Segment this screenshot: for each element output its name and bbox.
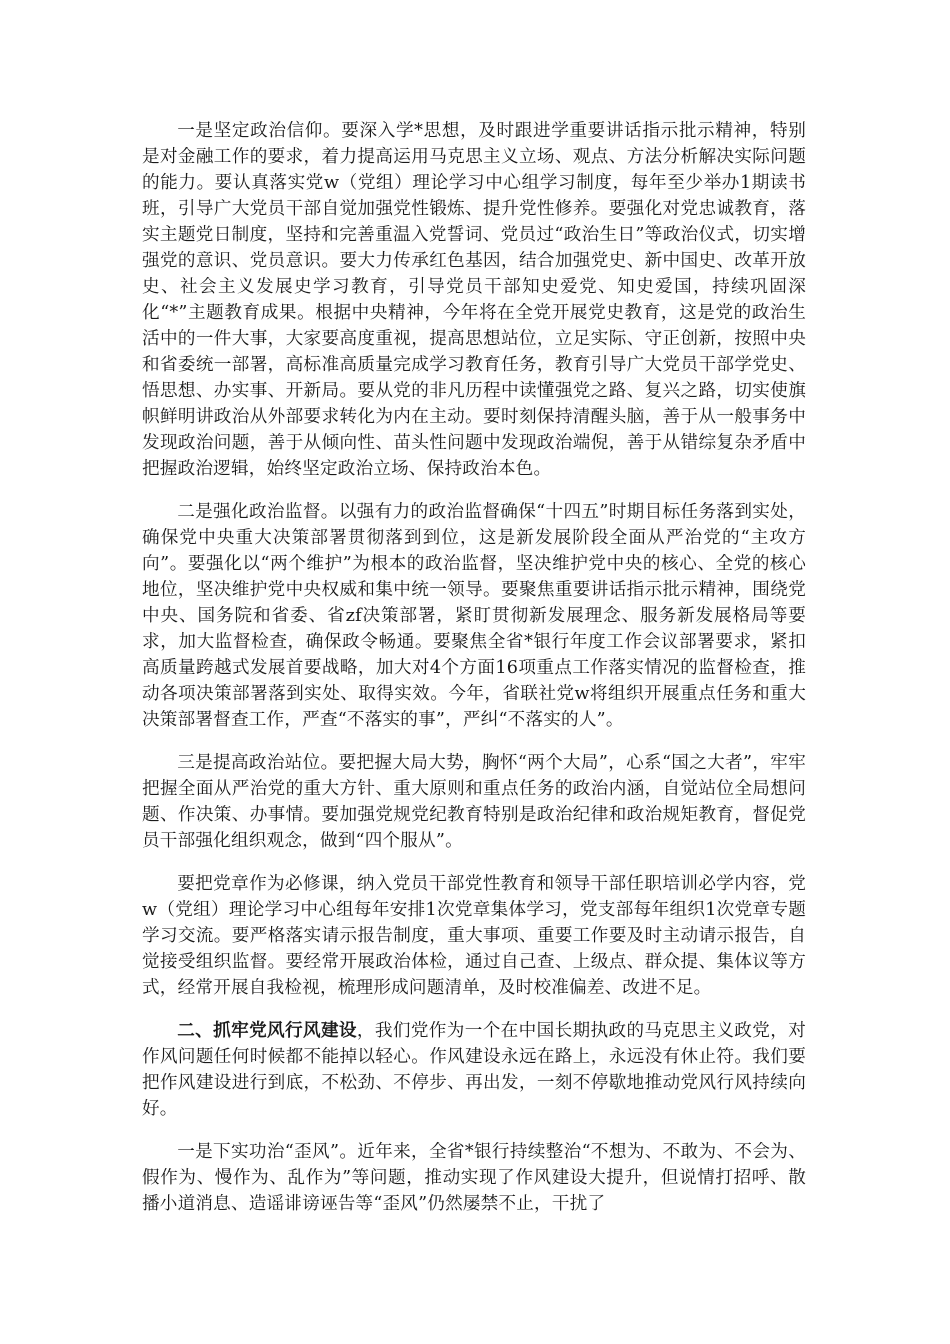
- paragraph-text: 一是下实功治“歪风”。近年来，全省*银行持续整治“不想为、不敢为、不会为、假作为、慢作为、乱作为”等问题，推动实现了作风建设大提升，但说情打招呼、散播小道消息、造谣诽谤诬告等“歪风”仍然屡禁不止，干扰了: [142, 1142, 806, 1214]
- document-page: [142, 118, 806, 1217]
- paragraph-political-belief: [142, 118, 806, 482]
- paragraph-text: 二是强化政治监督。以强有力的政治监督确保“十四五”时期目标任务落到实处，确保党中央重大决策部署贯彻落到到位，这是新发展阶段全面从严治党的“主攻方向”。要强化以“两个维护”为根本的政治监督，坚决维护党中央的核心、全党的核心地位，坚决维护党中央权威和集中统一领导。要聚焦重要讲话指示批示精神，围绕党中央、国务院和省委、省zf决策部署，紧盯贯彻新发展理念、服务新发展格局等要求，加大监督检查，确保政令畅通。要聚焦全省*银行年度工作会议部署要求，紧扣高质量跨越式发展首要战略，加大对4个方面16项重点工作落实情况的监督检查，推动各项决策部署落到实处、取得实效。今年，省联社党w将组织开展重点任务和重大决策部署督查工作，严查“不落实的事”，严纠“不落实的人”。: [142, 502, 806, 730]
- paragraph-text: 一是坚定政治信仰。要深入学*思想，及时跟进学重要讲话指示批示精神，特别是对金融工作的要求，着力提高运用马克思主义立场、观点、方法分析解决实际问题的能力。要认真落实党w（党组）理论学习中心组学习制度，每年至少举办1期读书班，引导广大党员干部自觉加强党性锻炼、提升党性修养。要强化对党忠诚教育，落实主题党日制度，坚持和完善重温入党誓词、党员过“政治生日”等政治仪式，切实增强党的意识、党员意识。要大力传承红色基因，结合加强党史、新中国史、改革开放史、社会主义发展史学习教育，引导党员干部知史爱党、知史爱国，持续巩固深化“*”主题教育成果。根据中央精神，今年将在全党开展党史教育，这是党的政治生活中的一件大事，大家要高度重视，提高思想站位，立足实际、守正创新，按照中央和省委统一部署，高标准高质量完成学习教育任务，教育引导广大党员干部学党史、悟思想、办实事、开新局。要从党的非凡历程中读懂强党之路、复兴之路，切实使旗帜鲜明讲政治从外部要求转化为内在主动。要时刻保持清醒头脑，善于从一般事务中发现政治问题，善于从倾向性、苗头性问题中发现政治端倪，善于从错综复杂矛盾中把握政治逻辑，始终坚定政治立场、保持政治本色。: [142, 121, 806, 479]
- paragraph-section-two: [142, 1018, 806, 1122]
- section-heading: 二、抓牢党风行风建设: [177, 1021, 357, 1041]
- paragraph-political-supervision: [142, 499, 806, 733]
- paragraph-text: 要把党章作为必修课，纳入党员干部党性教育和领导干部任职培训必学内容，党w（党组）理论学习中心组每年安排1次党章集体学习，党支部每年组织1次党章专题学习交流。要严格落实请示报告制度，重大事项、重要工作要及时主动请示报告，自觉接受组织监督。要经常开展政治体检，通过自己查、上级点、群众提、集体议等方式，经常开展自我检视，梳理形成问题清单，及时校准偏差、改进不足。: [142, 874, 806, 998]
- paragraph-party-constitution: [142, 871, 806, 1001]
- paragraph-political-standing: [142, 750, 806, 854]
- paragraph-text: ，我们党作为一个在中国长期执政的马克思主义政党，对作风问题任何时候都不能掉以轻心。作风建设永远在路上，永远没有休止符。我们要把作风建设进行到底，不松劲、不停步、再出发，一刻不停歇地推动党风行风持续向好。: [142, 1021, 806, 1119]
- paragraph-bad-practices: [142, 1139, 806, 1217]
- paragraph-text: 三是提高政治站位。要把握大局大势，胸怀“两个大局”，心系“国之大者”，牢牢把握全面从严治党的重大方针、重大原则和重点任务的政治内涵，自觉站位全局想问题、作决策、办事情。要加强党规党纪教育特别是政治纪律和政治规矩教育，督促党员干部强化组织观念，做到“四个服从”。: [142, 753, 806, 851]
